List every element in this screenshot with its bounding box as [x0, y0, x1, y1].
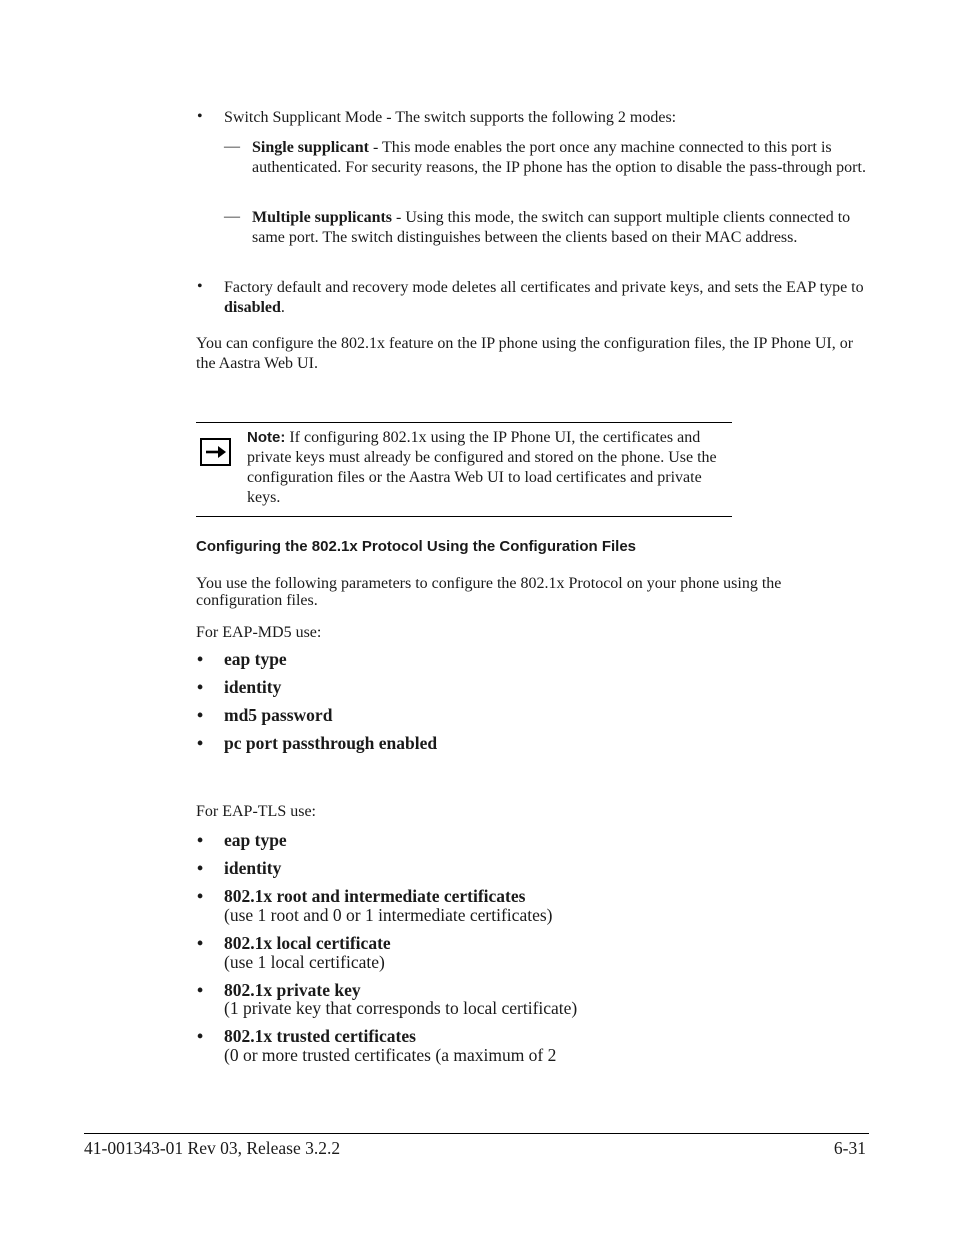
md5-label: For EAP-MD5 use:	[196, 624, 322, 641]
single-supplicant-term: Single supplicant	[252, 139, 369, 156]
note-label: Note:	[247, 429, 286, 446]
bullet-mark: •	[197, 108, 203, 125]
section-intro: You use the following parameters to configure the 802.1x Protocol on your phone using the configuration files.	[196, 575, 782, 609]
tls-item-title: 802.1x private key	[224, 980, 361, 1000]
dash-mark: —	[224, 208, 240, 225]
tls-item-title: 802.1x local certificate	[224, 933, 391, 953]
bullet-mark: •	[197, 980, 204, 1000]
tls-item-title: eap type	[224, 830, 287, 850]
note-top-rule	[196, 422, 732, 423]
tls-item-sub: (use 1 root and 0 or 1 intermediate certificates)	[224, 905, 553, 925]
bullet-mark: •	[197, 858, 204, 878]
multiple-supplicants-term: Multiple supplicants	[252, 209, 393, 226]
note-text: If configuring 802.1x using the IP Phone UI, the certificates and private keys must already be configured and stored on the phone. Use the configuration files or the Aastra Web UI to load certificates and private keys.	[247, 429, 717, 506]
bullet-mark: •	[197, 933, 204, 953]
footer-page-number: 6-31	[833, 1138, 866, 1158]
bullet-mark: •	[197, 886, 204, 906]
tls-item-title: 802.1x trusted certificates	[224, 1026, 416, 1046]
tls-item-title: 802.1x root and intermediate certificates	[224, 886, 526, 906]
tls-label: For EAP-TLS use:	[196, 803, 316, 820]
single-supplicant-text: - This mode enables the port once any machine connected to this port is authenticated. For security reasons, the IP phone has the option to disable the pass-through port.	[252, 139, 866, 176]
tls-item-sub: (0 or more trusted certificates (a maximum of 2	[224, 1045, 557, 1065]
bullet-mark: •	[197, 1026, 204, 1046]
factory-default-item	[224, 278, 869, 318]
md5-item: md5 password	[224, 705, 333, 725]
tls-item-title: identity	[224, 858, 282, 878]
md5-item: eap type	[224, 649, 287, 669]
configure-paragraph: You can configure the 802.1x feature on the IP phone using the configuration files, the IP Phone UI, or the Aastra Web UI.	[196, 335, 854, 372]
switch-mode-text: Switch Supplicant Mode - The switch supports the following 2 modes:	[224, 109, 677, 126]
tls-item-sub: (use 1 local certificate)	[224, 952, 385, 972]
multiple-supplicants-item	[252, 208, 872, 248]
factory-default-bold: disabled	[224, 299, 281, 316]
bullet-mark: •	[197, 649, 204, 669]
bullet-mark: •	[197, 830, 204, 850]
md5-item: pc port passthrough enabled	[224, 733, 438, 753]
bullet-mark: •	[197, 733, 204, 753]
bullet-mark: •	[197, 677, 204, 697]
bullet-mark: •	[197, 278, 203, 295]
tls-item-sub: (1 private key that corresponds to local certificate)	[224, 998, 578, 1018]
single-supplicant-item	[252, 138, 872, 178]
arrow-right-icon	[200, 438, 231, 466]
section-heading: Configuring the 802.1x Protocol Using the Configuration Files	[196, 538, 637, 555]
factory-default-text: Factory default and recovery mode deletes all certificates and private keys, and sets the EAP type to	[224, 279, 864, 296]
note-text-block	[247, 428, 727, 508]
dash-mark: —	[224, 138, 240, 155]
footer-doc-id: 41-001343-01 Rev 03, Release 3.2.2	[84, 1138, 341, 1158]
multiple-supplicants-text: - Using this mode, the switch can support multiple clients connected to same port. The switch distinguishes between the clients based on their MAC address.	[252, 209, 851, 246]
note-bottom-rule	[196, 516, 732, 517]
md5-item: identity	[224, 677, 282, 697]
factory-default-end: .	[280, 299, 285, 316]
footer-rule	[84, 1133, 869, 1134]
bullet-mark: •	[197, 705, 204, 725]
